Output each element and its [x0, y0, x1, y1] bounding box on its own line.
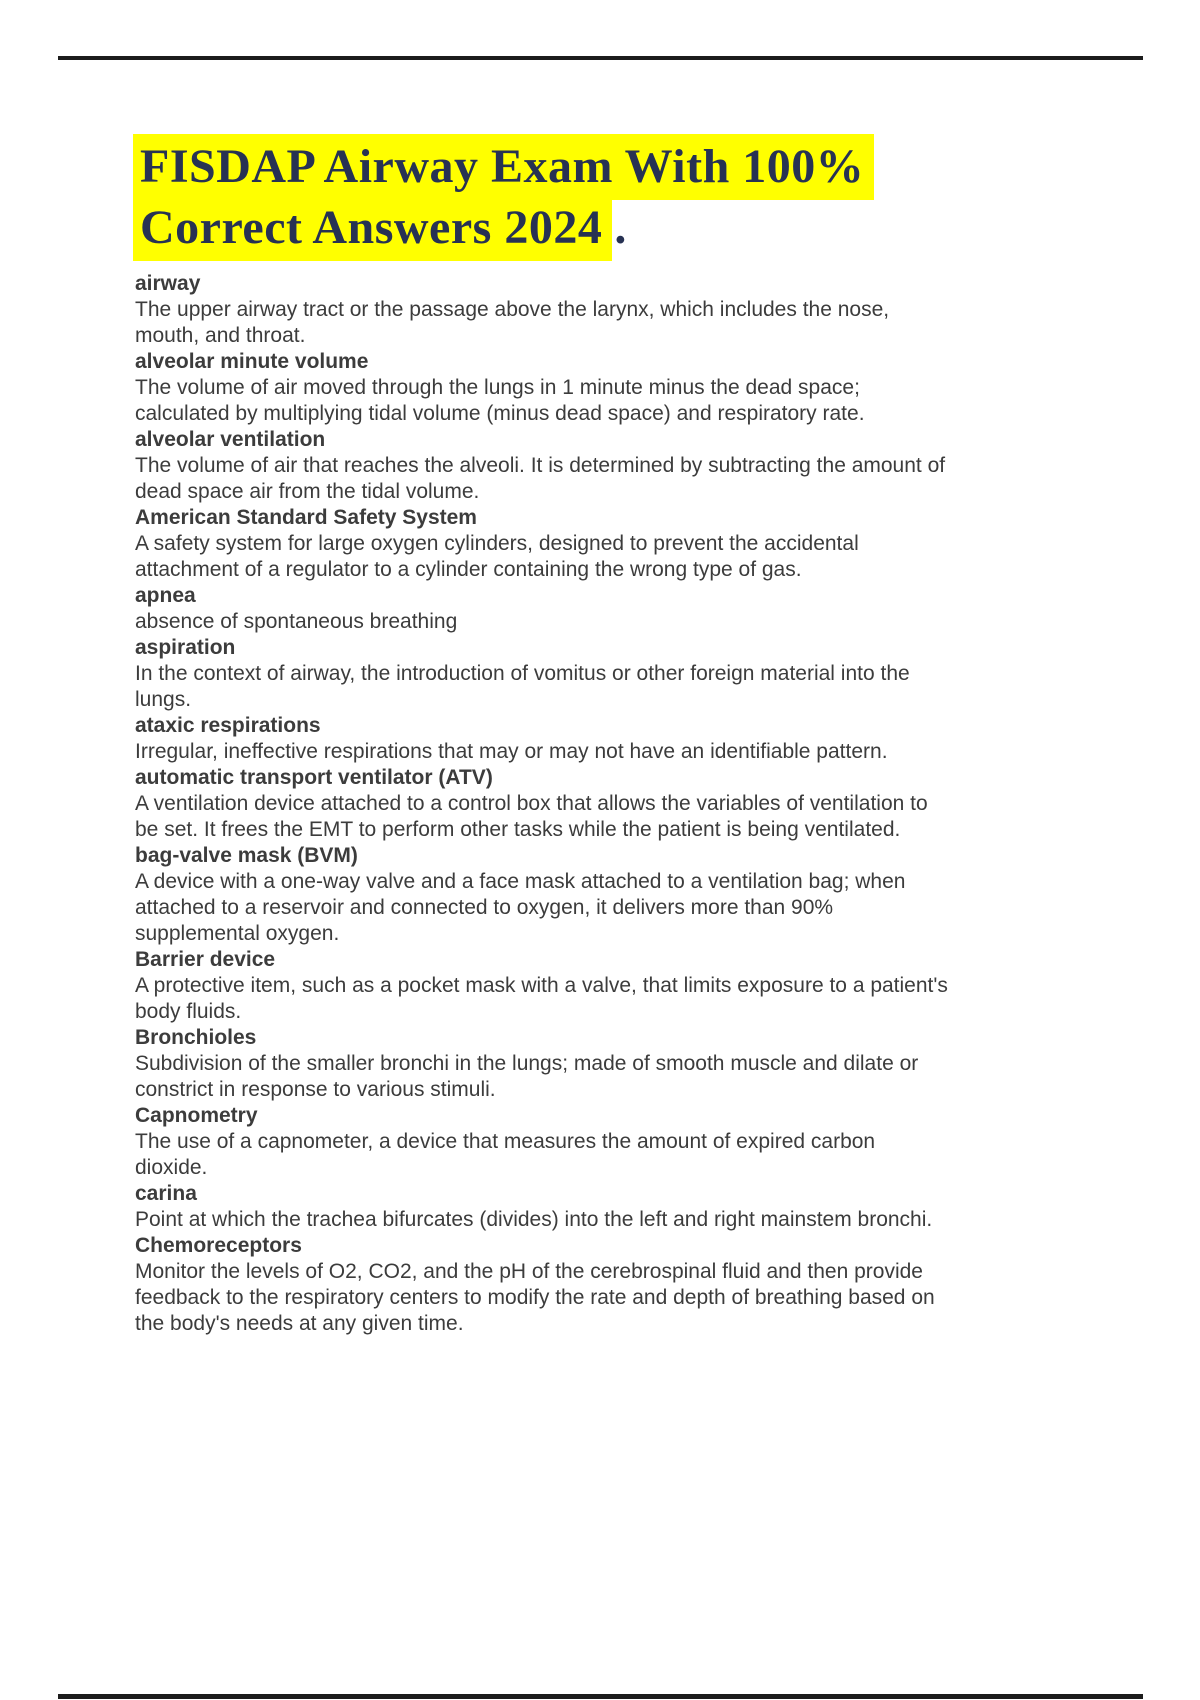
definition-line: The volume of air moved through the lungs in 1 minute minus the dead space; — [135, 376, 860, 399]
definition-line: A device with a one-way valve and a face mask attached to a ventilation bag; when — [135, 870, 906, 893]
definition-line: Point at which the trachea bifurcates (divides) into the left and right mainstem bronchi. — [135, 1208, 933, 1231]
term-label: apnea — [135, 584, 196, 607]
term-label: carina — [135, 1182, 197, 1205]
glossary-entry — [135, 1025, 1085, 1103]
definition-line: attached to a reservoir and connected to oxygen, it delivers more than 90% — [135, 896, 834, 919]
term-label: American Standard Safety System — [135, 506, 477, 529]
definition-line: A ventilation device attached to a control box that allows the variables of ventilation to — [135, 792, 928, 815]
term-label: Chemoreceptors — [135, 1234, 302, 1257]
term-label: automatic transport ventilator (ATV) — [135, 766, 493, 789]
term-label: Barrier device — [135, 948, 276, 971]
term-label: airway — [135, 272, 201, 295]
term-label: alveolar minute volume — [135, 350, 369, 373]
definition-line: attachment of a regulator to a cylinder containing the wrong type of gas. — [135, 558, 802, 581]
glossary-entry — [135, 1103, 1085, 1181]
top-rule — [58, 56, 1143, 60]
definition-line: In the context of airway, the introduction of vomitus or other foreign material into the — [135, 662, 910, 685]
definition-line: Monitor the levels of O2, CO2, and the pH of the cerebrospinal fluid and then provide — [135, 1260, 923, 1283]
definition-line: constrict in response to various stimuli. — [135, 1078, 496, 1101]
definition-line: calculated by multiplying tidal volume (minus dead space) and respiratory rate. — [135, 402, 865, 425]
title-line-2: Correct Answers 2024 — [133, 195, 612, 261]
bottom-rule — [58, 1694, 1143, 1699]
definition-line: The volume of air that reaches the alveoli. It is determined by subtracting the amount of — [135, 454, 946, 477]
definition-line: A safety system for large oxygen cylinders, designed to prevent the accidental — [135, 532, 859, 555]
definition-line: Irregular, ineffective respirations that may or may not have an identifiable pattern. — [135, 740, 888, 763]
definition-line: the body's needs at any given time. — [135, 1312, 464, 1335]
definition-line: be set. It frees the EMT to perform other tasks while the patient is being ventilated. — [135, 818, 901, 841]
term-label: Capnometry — [135, 1104, 258, 1127]
definition-line: absence of spontaneous breathing — [135, 610, 458, 633]
glossary-entry — [135, 1233, 1085, 1337]
glossary-entry — [135, 843, 1085, 947]
page-title — [133, 136, 874, 258]
term-label: Bronchioles — [135, 1026, 257, 1049]
definition-line: The use of a capnometer, a device that measures the amount of expired carbon — [135, 1130, 876, 1153]
definition-line: feedback to the respiratory centers to modify the rate and depth of breathing based on — [135, 1286, 935, 1309]
glossary-entry — [135, 349, 1085, 427]
definition-line: dioxide. — [135, 1156, 208, 1179]
definition-line: supplemental oxygen. — [135, 922, 340, 945]
glossary-entry — [135, 271, 1085, 349]
glossary-entry — [135, 713, 1085, 765]
glossary-list — [135, 271, 1085, 1337]
definition-line: lungs. — [135, 688, 192, 711]
definition-line: The upper airway tract or the passage above the larynx, which includes the nose, — [135, 298, 890, 321]
term-label: bag-valve mask (BVM) — [135, 844, 358, 867]
term-label: ataxic respirations — [135, 714, 321, 737]
definition-line: dead space air from the tidal volume. — [135, 480, 480, 503]
term-label: aspiration — [135, 636, 236, 659]
term-label: alveolar ventilation — [135, 428, 326, 451]
glossary-entry — [135, 947, 1085, 1025]
definition-line: A protective item, such as a pocket mask with a valve, that limits exposure to a patient's — [135, 974, 948, 997]
glossary-entry — [135, 583, 1085, 635]
title-period: . — [614, 201, 627, 254]
definition-line: mouth, and throat. — [135, 324, 306, 347]
definition-line: Subdivision of the smaller bronchi in the lungs; made of smooth muscle and dilate or — [135, 1052, 919, 1075]
glossary-entry — [135, 505, 1085, 583]
glossary-entry — [135, 1181, 1085, 1233]
glossary-entry — [135, 427, 1085, 505]
glossary-entry — [135, 635, 1085, 713]
definition-line: body fluids. — [135, 1000, 242, 1023]
title-line-1: FISDAP Airway Exam With 100% — [133, 134, 874, 200]
glossary-entry — [135, 765, 1085, 843]
